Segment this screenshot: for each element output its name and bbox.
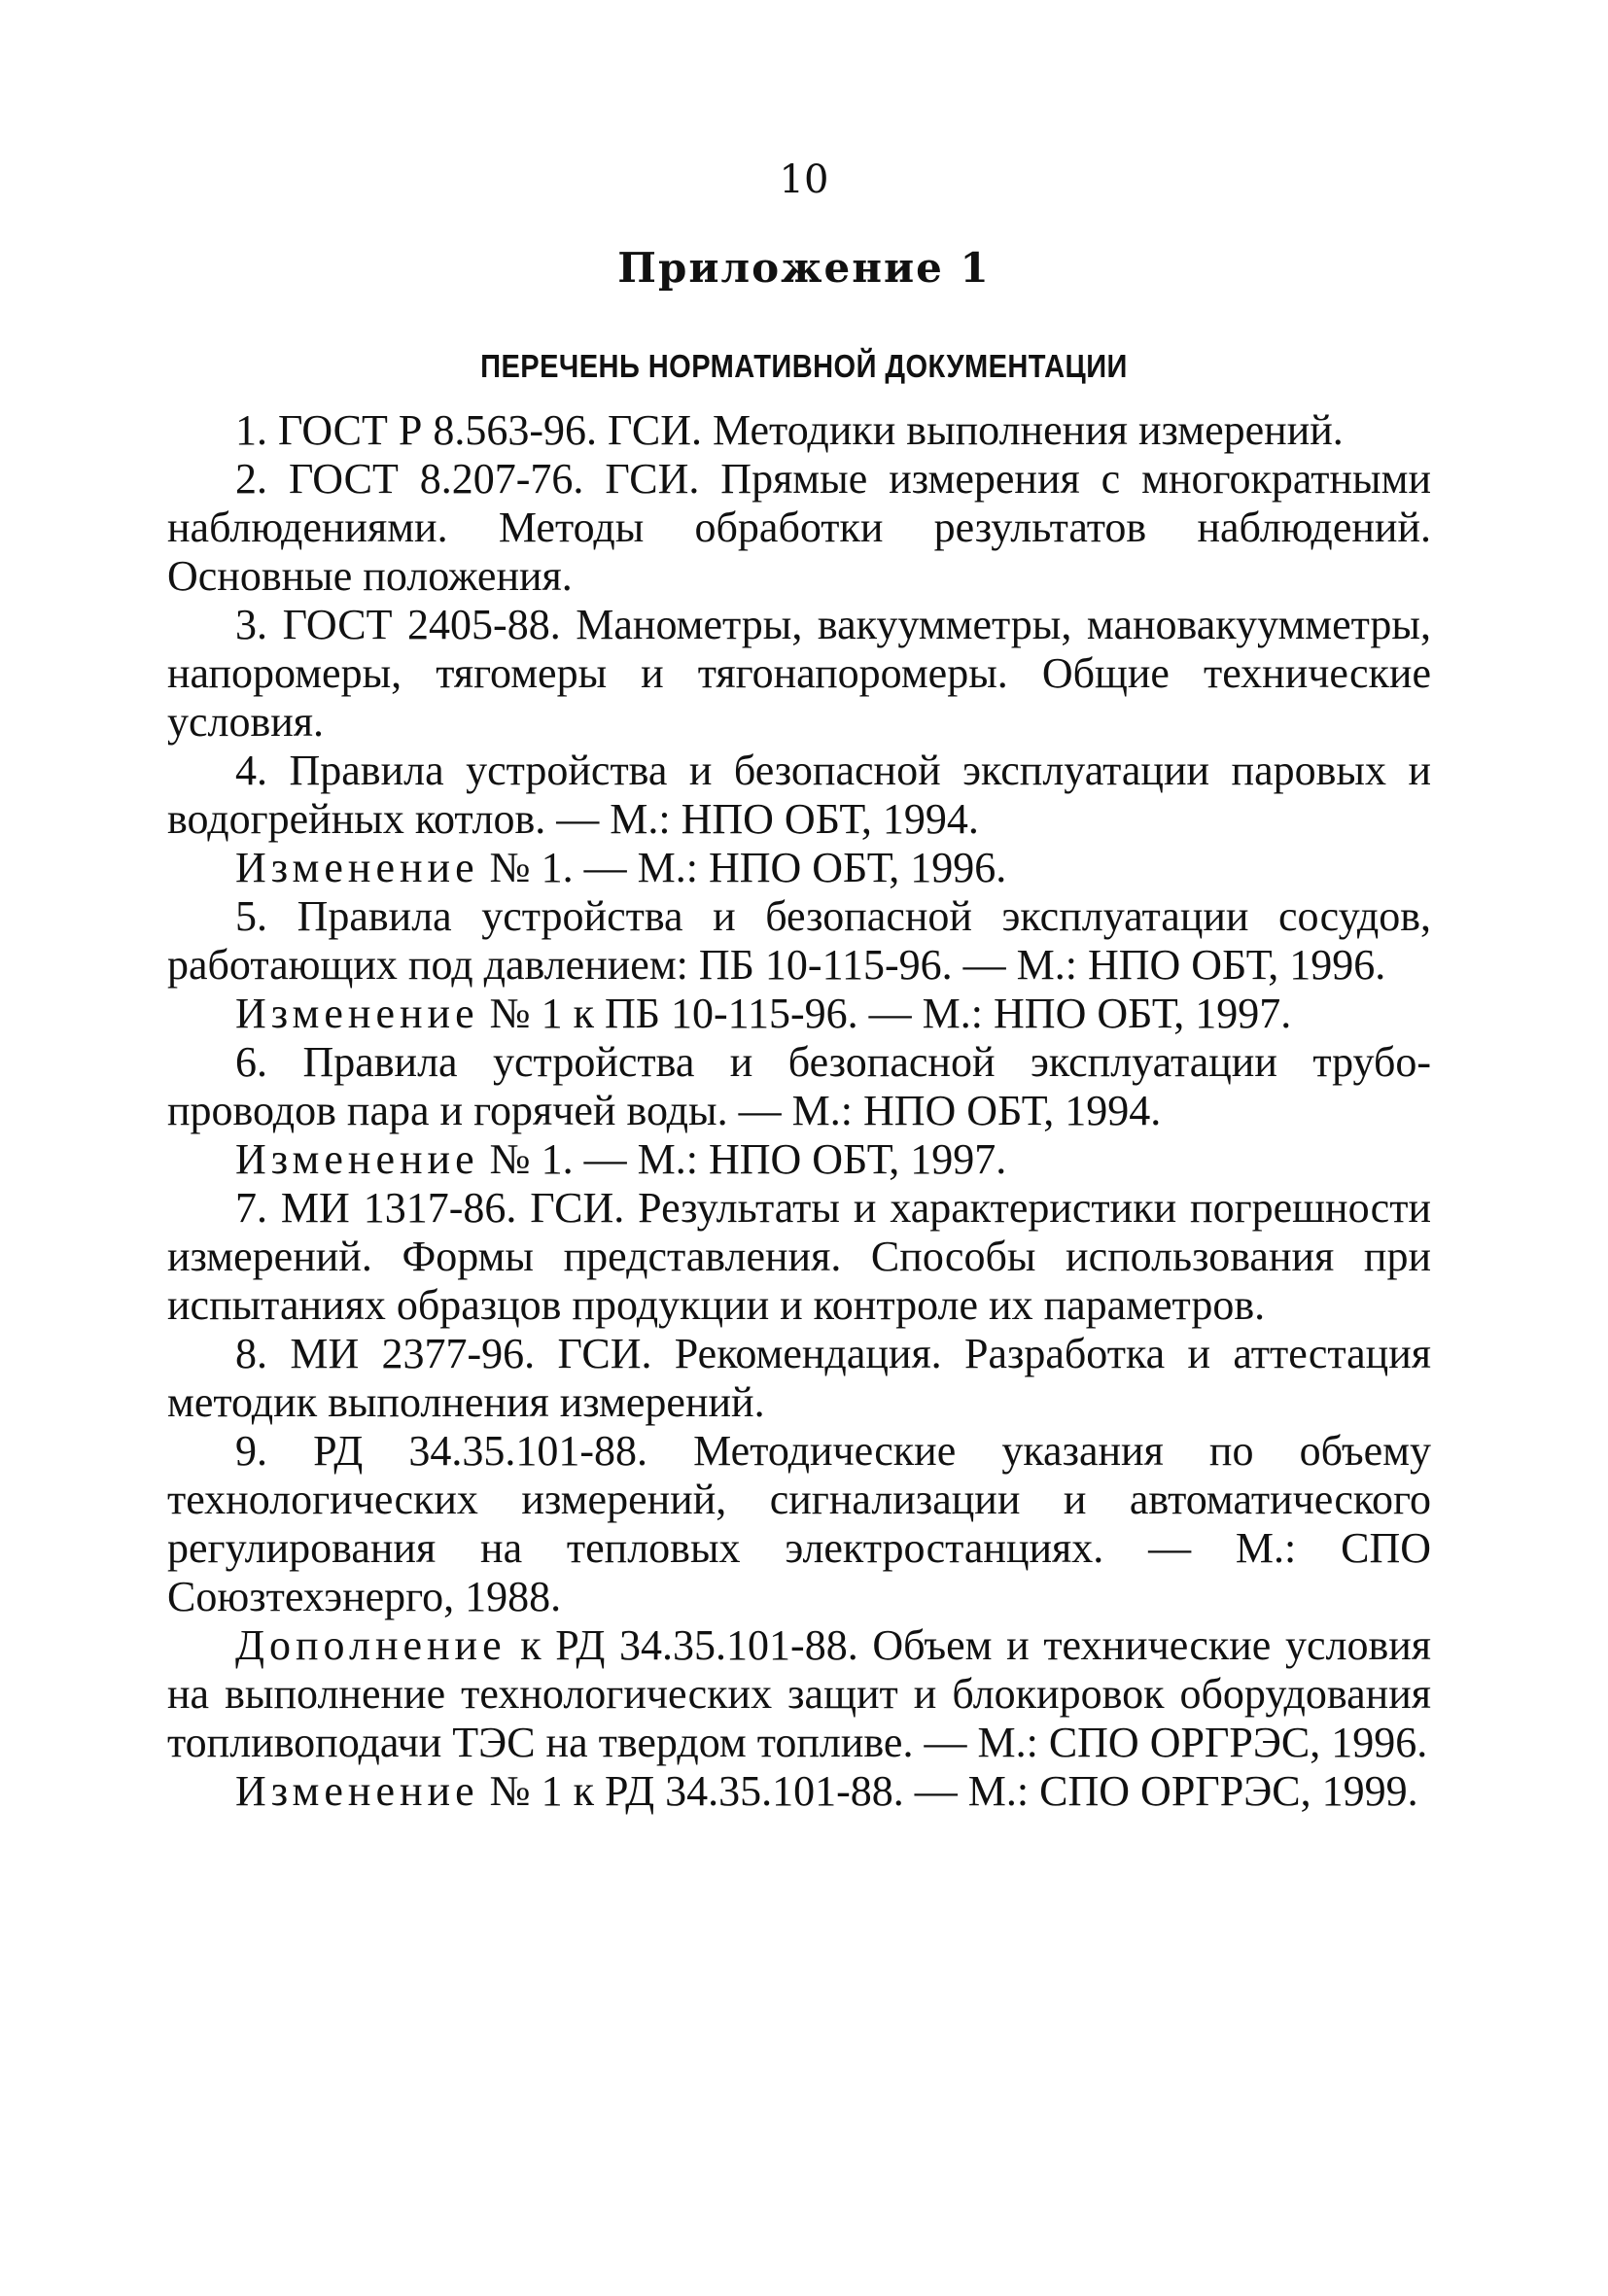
- list-item: 5. Правила устройства и безопасной эксплуатации сосудов, работающих под давлением: ПБ 10-115-96. — М.: НПО ОБТ, 1996.: [167, 892, 1431, 989]
- amendment-label: Изменение: [235, 1135, 479, 1183]
- supplement-note: [167, 1621, 1431, 1767]
- list-item: 9. РД 34.35.101-88. Методические указания по объему технологических измерений, сигнализации и автоматического регулирования на тепловых электростанциях. — М.: СПО Союзтехэнерго, 1988.: [167, 1427, 1431, 1620]
- amendment-note: [167, 1135, 1431, 1184]
- amendment-text: № 1 к РД 34.35.101-88. — М.: СПО ОРГРЭС, 1999.: [478, 1767, 1418, 1815]
- supplement-text: к РД 34.35.101-88. Объем и технические условия на выполнение технологических защит и блокировок оборудования топливоподачи ТЭС на твердом топливе. — М.: СПО ОРГРЭС, 1996.: [167, 1621, 1431, 1766]
- normative-documents-list: [167, 406, 1431, 1816]
- list-item: 8. МИ 2377-96. ГСИ. Рекомендация. Разработка и аттестация методик выполнения измерений.: [167, 1330, 1431, 1426]
- list-item: 4. Правила устройства и безопасной эксплуатации паровых и водогрейных котлов. — М.: НПО ОБТ, 1994.: [167, 747, 1431, 843]
- list-item: 6. Правила устройства и безопасной эксплуатации трубопроводов пара и горячей воды. — М.: НПО ОБТ, 1994.: [167, 1038, 1431, 1134]
- list-item: 7. МИ 1317-86. ГСИ. Результаты и характеристики погрешности измерений. Формы представления. Способы использования при испытаниях образцов продукции и контроле их параметров.: [167, 1184, 1431, 1329]
- supplement-label: Дополнение: [235, 1621, 507, 1669]
- amendment-text: № 1. — М.: НПО ОБТ, 1996.: [478, 844, 1007, 891]
- appendix-title: Приложение 1: [617, 244, 991, 292]
- amendment-note: [167, 1767, 1431, 1816]
- amendment-text: № 1 к ПБ 10-115-96. — М.: НПО ОБТ, 1997.: [478, 990, 1292, 1037]
- amendment-label: Изменение: [235, 990, 479, 1037]
- list-item: 1. ГОСТ Р 8.563-96. ГСИ. Методики выполнения измерений.: [235, 406, 1344, 454]
- amendment-text: № 1. — М.: НПО ОБТ, 1997.: [478, 1135, 1007, 1183]
- amendment-note: [167, 844, 1431, 892]
- list-item: 2. ГОСТ 8.207-76. ГСИ. Прямые измерения с многократными наблюдениями. Методы обработки результатов наблюдений. Основные положения.: [167, 455, 1431, 600]
- page-number: 10: [779, 157, 829, 202]
- amendment-note: [167, 990, 1431, 1038]
- amendment-label: Изменение: [235, 844, 479, 891]
- amendment-label: Изменение: [235, 1767, 479, 1815]
- document-list-heading: ПЕРЕЧЕНЬ НОРМАТИВНОЙ ДОКУМЕНТАЦИИ: [480, 348, 1128, 384]
- list-item: 3. ГОСТ 2405-88. Манометры, вакуумметры, мановакуумметры, напоромеры, тягомеры и тягонапоромеры. Общие технические условия.: [167, 601, 1431, 746]
